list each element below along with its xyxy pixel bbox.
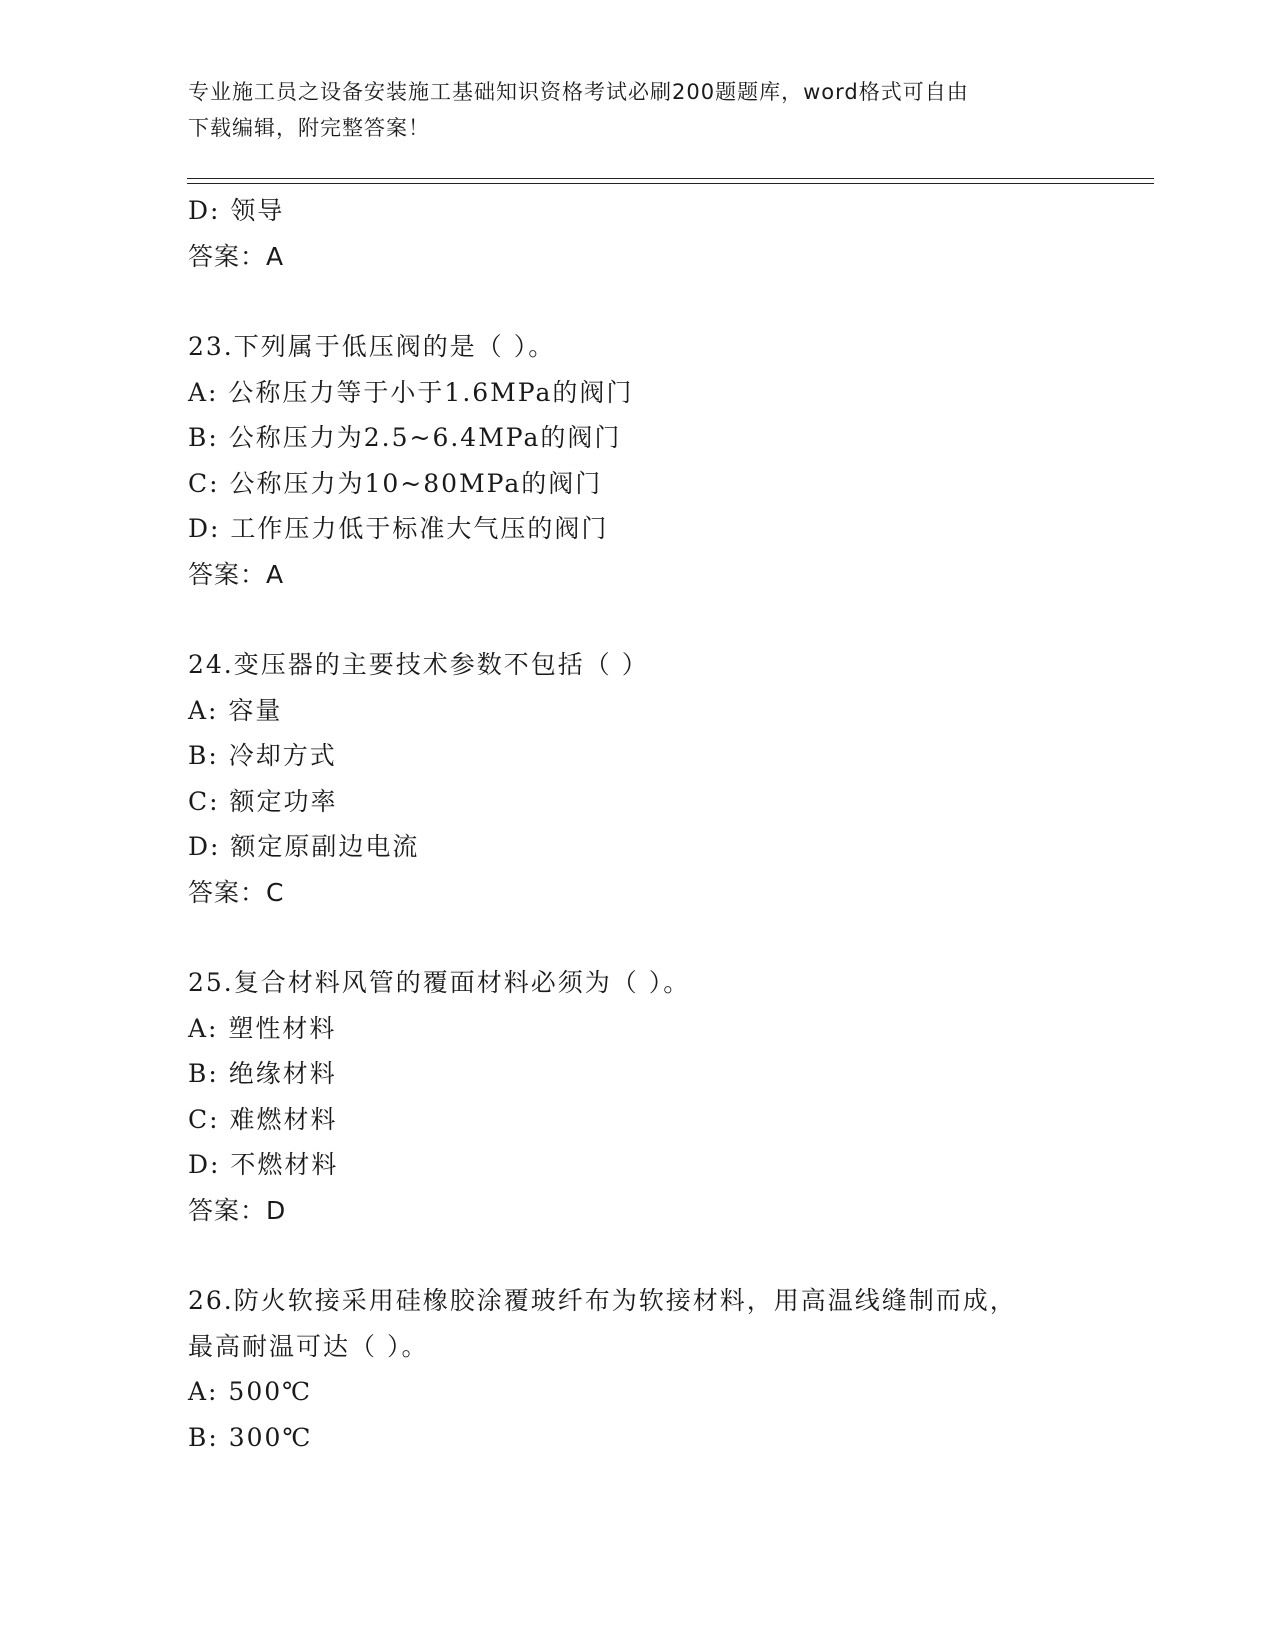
spacer [188,279,1148,324]
answer-line: 答案：A [188,241,285,271]
option-a: A: 容量 [188,695,283,725]
spacer [188,597,1148,642]
option-a: A: 塑性材料 [188,1013,337,1043]
question-stem: 24.变压器的主要技术参数不包括（ ） [188,650,649,679]
answer-line: 答案：A [188,559,285,589]
header-line-1: 专业施工员之设备安装施工基础知识资格考试必刷200题题库，word格式可自由 [188,80,969,104]
question-stem-line-1: 26.防火软接采用硅橡胶涂覆玻纤布为软接材料，用高温线缝制而成， [188,1286,1017,1315]
option-b: B: 冷却方式 [188,741,337,770]
option-c: C: 难燃材料 [188,1104,338,1134]
option-d: D: 领导 [188,196,285,225]
option-c: C: 额定功率 [188,786,338,816]
question-list [188,188,1148,1460]
question-stem: 25.复合材料风管的覆面材料必须为（ ）。 [188,968,691,997]
spacer [188,915,1148,960]
option-a: A: 公称压力等于小于1.6MPa的阀门 [188,377,634,407]
header-line-2: 下载编辑，附完整答案！ [188,116,430,140]
question-23 [188,324,1148,597]
option-b: B: 公称压力为2.5~6.4MPa的阀门 [188,423,622,452]
header-divider-top [187,178,1154,179]
option-c: C: 公称压力为10~80MPa的阀门 [188,468,603,498]
header-divider-bottom [187,183,1154,184]
option-b: B: 绝缘材料 [188,1059,337,1088]
answer-line: 答案：C [188,877,285,907]
question-stem-line-2: 最高耐温可达（ ）。 [188,1331,429,1361]
option-d: D: 额定原副边电流 [188,832,420,861]
document-header [188,74,1088,146]
option-b: B: 300℃ [188,1422,313,1452]
option-d: D: 工作压力低于标准大气压的阀门 [188,514,609,543]
question-stem: 23.下列属于低压阀的是（ ）。 [188,332,556,361]
question-25 [188,960,1148,1233]
answer-line: 答案：D [188,1195,287,1225]
question-26 [188,1278,1148,1460]
option-a: A: 500℃ [188,1377,313,1406]
option-d: D: 不燃材料 [188,1150,339,1179]
spacer [188,1233,1148,1278]
question-24 [188,642,1148,915]
